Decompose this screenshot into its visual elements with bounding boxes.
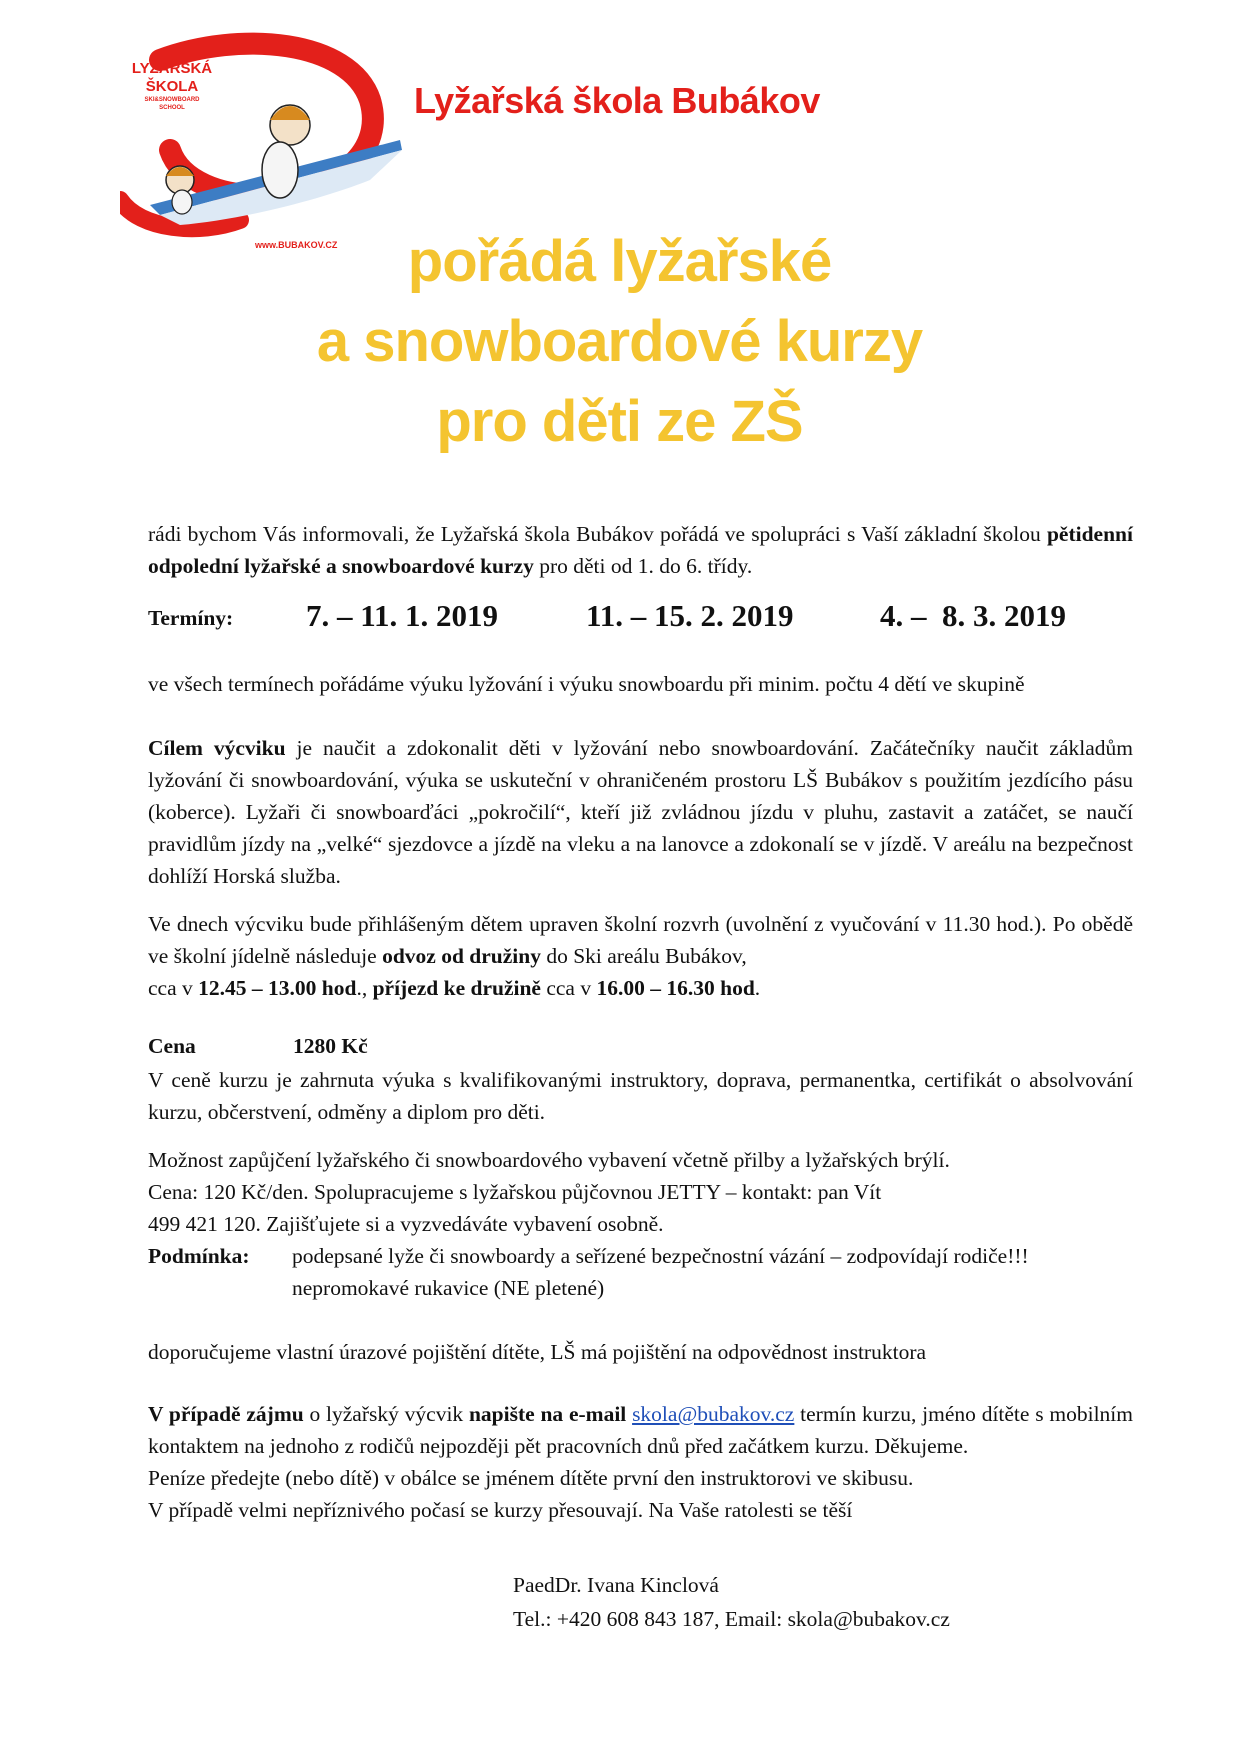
schedule-return: příjezd ke družině bbox=[372, 976, 541, 1000]
price-row bbox=[148, 1034, 368, 1059]
logo-line-3: SKI&SNOWBOARD bbox=[144, 97, 200, 103]
schedule-text-5: cca v bbox=[540, 976, 597, 1000]
condition-item-2: nepromokavé rukavice (NE pletené) bbox=[292, 1276, 605, 1300]
headline bbox=[0, 222, 1239, 462]
date-term-2: 11. – 15. 2. 2019 bbox=[586, 598, 794, 633]
schedule-text-1: Ve dnech výcviku bude přihlášeným dětem upraven školní rozvrh (uvolnění z vyučování v 11.30 hod.). Po obědě ve školní jídelně následuje bbox=[148, 912, 1133, 968]
contact-write-email: napište na e-mail bbox=[468, 1402, 627, 1426]
intro-course-type: pětidenní odpolední lyžařské a snowboardové kurzy bbox=[148, 522, 1133, 578]
school-name: Lyžařská škola Bubákov bbox=[414, 80, 820, 121]
date-term-3: 4. – 8. 3. 2019 bbox=[880, 598, 1066, 633]
price-label: Cena bbox=[148, 1034, 196, 1058]
goal-text: je naučit a zdokonalit děti v lyžování nebo snowboardování. Začátečníky naučit základům lyžování či snowboardování, výuka se uskuteční v ohraničeném prostoru LŠ Bubákov s použitím jezdícího pásu (koberce). Lyžaři či snowboarďáci „pokročilí“, kteří již zvládnou jízdu v pluhu, zastavit a zatáčet, se naučí pravidlům jízdy na „velké“ sjezdovce a jízdě na vleku a na lanovce a zdokonalí se v jízdě. V areálu na bezpečnost dohlíží Horská služba. bbox=[148, 736, 1133, 888]
payment-note: Peníze předejte (nebo dítě) v obálce se jménem dítěte první den instruktorovi ve skibusu. bbox=[148, 1466, 914, 1490]
signature-name: PaedDr. Ivana Kinclová bbox=[513, 1573, 719, 1597]
headline-line-1: pořádá lyžařské bbox=[407, 229, 832, 294]
rental-line-2: Cena: 120 Kč/den. Spolupracujeme s lyžařskou půjčovnou JETTY – kontakt: pan Vít bbox=[148, 1180, 882, 1204]
price-text: V ceně kurzu je zahrnuta výuka s kvalifikovanými instruktory, doprava, permanentka, certifikát o absolvování kurzu, občerstvení, odměny a diplom pro děti. bbox=[148, 1068, 1133, 1124]
contact-paragraph bbox=[148, 1398, 1133, 1526]
course-dates bbox=[148, 598, 1138, 642]
signature-contact: Tel.: +420 608 843 187, Email: skola@bubakov.cz bbox=[513, 1607, 950, 1631]
schedule-text-4: ., bbox=[356, 976, 373, 1000]
email-link[interactable]: skola@bubakov.cz bbox=[632, 1402, 795, 1426]
headline-line-3: pro děti ze ZŠ bbox=[436, 389, 803, 454]
schedule-text-6: . bbox=[754, 976, 761, 1000]
intro-text-2: pro děti od 1. do 6. třídy. bbox=[533, 554, 753, 578]
schedule-pickup: odvoz od družiny bbox=[382, 944, 541, 968]
schedule-paragraph bbox=[148, 908, 1133, 1004]
logo-line-1: LYŽAŘSKÁ bbox=[131, 60, 213, 77]
condition-item-1: podepsané lyže či snowboardy a seřízené bezpečnostní vázání – zodpovídají rodiče!!! bbox=[292, 1244, 1029, 1268]
schedule-departure-time: 12.45 – 13.00 hod bbox=[198, 976, 357, 1000]
logo-line-2: ŠKOLA bbox=[145, 78, 199, 95]
rental-line-1: Možnost zapůjčení lyžařského či snowboardového vybavení včetně přilby a lyžařských brýlí. bbox=[148, 1148, 950, 1172]
schedule-text-3: cca v bbox=[148, 976, 199, 1000]
schedule-return-time: 16.00 – 16.30 hod bbox=[596, 976, 755, 1000]
weather-note: V případě velmi nepříznivého počasí se kurzy přesouvají. Na Vaše ratolesti se těší bbox=[148, 1498, 853, 1522]
condition-block bbox=[148, 1240, 1133, 1304]
dates-label: Termíny: bbox=[148, 606, 234, 630]
rental-paragraph bbox=[148, 1144, 1133, 1240]
price-value: 1280 Kč bbox=[293, 1034, 368, 1058]
logo-url: www.BUBAKOV.CZ bbox=[255, 240, 338, 250]
condition-label: Podmínka: bbox=[148, 1244, 250, 1268]
schedule-text-2: do Ski areálu Bubákov, bbox=[540, 944, 747, 968]
signature bbox=[513, 1568, 950, 1636]
contact-text-3: termín kurzu, jméno dítěte s mobilním kontaktem na jednoho z rodičů nejpozději pět pracovních dnů před začátkem kurzu. Děkujeme. bbox=[148, 1402, 1134, 1458]
contact-text-1: o lyžařský výcvik bbox=[303, 1402, 469, 1426]
intro-text-1: rádi bychom Vás informovali, že Lyžařská škola Bubákov pořádá ve spolupráci s Vaší základní školou bbox=[148, 522, 1047, 546]
goal-paragraph bbox=[148, 732, 1133, 892]
rental-line-3: 499 421 120. Zajišťujete si a vyzvedáváte vybavení osobně. bbox=[148, 1212, 664, 1236]
headline-line-2: a snowboardové kurzy bbox=[316, 309, 923, 374]
intro-paragraph bbox=[148, 518, 1133, 582]
contact-interest: V případě zájmu bbox=[148, 1402, 304, 1426]
goal-label: Cílem výcviku bbox=[148, 736, 286, 760]
insurance-note: doporučujeme vlastní úrazové pojištění dítěte, LŠ má pojištění na odpovědnost instruktora bbox=[148, 1340, 927, 1364]
group-info: ve všech termínech pořádáme výuku lyžování i výuku snowboardu při minim. počtu 4 dětí ve skupině bbox=[148, 672, 1025, 696]
logo-line-4: SCHOOL bbox=[159, 105, 185, 111]
date-term-1: 7. – 11. 1. 2019 bbox=[306, 598, 499, 633]
